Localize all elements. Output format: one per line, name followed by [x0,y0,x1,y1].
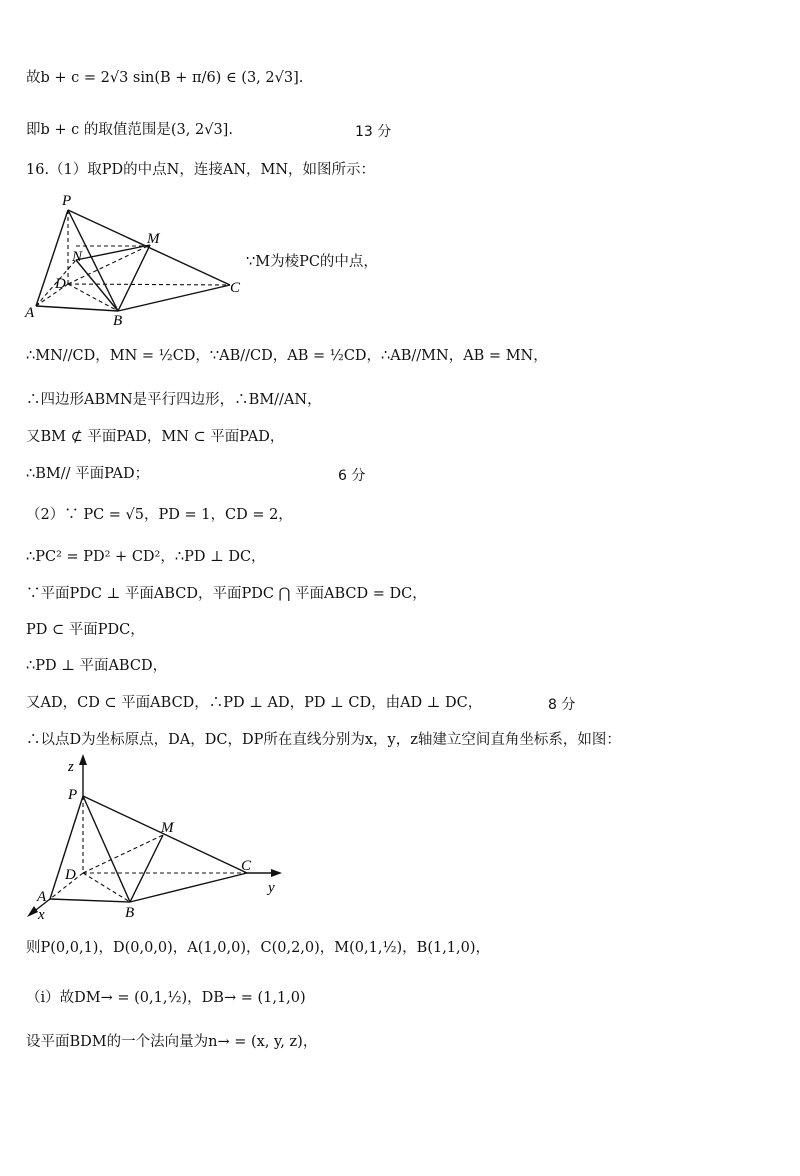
score-label: 6 分 [338,468,366,484]
text-line [26,68,303,88]
text-line [26,730,621,750]
text-line [26,547,266,567]
label-N: N [72,249,83,265]
line-13: ∴PD ⊥ 平面ABCD， [26,658,168,674]
text-line [26,988,306,1008]
text-line [26,938,490,958]
line-9: （2）∵ PC = √5，PD = 1，CD = 2， [26,507,293,523]
figure-1 [20,188,260,330]
text-line [26,1032,317,1052]
text-line [26,120,233,140]
label-B: B [125,905,135,921]
text-line [246,252,378,272]
axis-label-x: x [38,907,45,923]
line-10: ∴PC² = PD² + CD²，∴PD ⊥ DC， [26,549,266,565]
line-7: 又BM ⊄ 平面PAD，MN ⊂ 平面PAD， [26,429,285,445]
line-1: 故b + c = 2√3 sin(B + π/6) ∈ (3, 2√3]. [26,70,304,86]
label-M: M [147,231,160,247]
label-D: D [55,276,66,292]
text-line [26,346,548,366]
label-C: C [230,280,241,296]
line-5: ∴MN//CD，MN = ½CD，∵AB//CD，AB = ½CD，∴AB//MN，AB = MN， [26,348,548,364]
axis-label-z: z [68,759,74,775]
line-14: 又AD，CD ⊂ 平面ABCD，∴PD ⊥ AD，PD ⊥ CD，由AD ⊥ DC， [26,695,483,711]
line-3: 16.（1）取PD的中点N，连接AN，MN，如图所示： [26,162,376,178]
label-D: D [65,867,76,883]
axis-label-y: y [268,880,275,896]
line-16: 则P(0,0,1)，D(0,0,0)，A(1,0,0)，C(0,2,0)，M(0,1,½)，B(1,1,0)， [26,940,491,956]
line-2: 即b + c 的取值范围是(3, 2√3]. [26,122,233,138]
text-line [26,427,284,447]
line-4: ∵M为棱PC的中点， [246,254,378,270]
text-line [26,390,322,410]
label-P: P [62,193,72,209]
text-line [26,505,293,525]
text-line [26,693,482,713]
text-line [26,464,149,484]
line-8: ∴BM// 平面PAD； [26,466,150,482]
text-line [26,620,145,640]
score-label: 8 分 [548,697,576,713]
text-line [26,656,167,676]
line-11: ∵平面PDC ⊥ 平面ABCD，平面PDC ⋂ 平面ABCD = DC， [26,586,427,602]
text-line [26,584,427,604]
label-A: A [37,889,47,905]
label-M: M [161,820,174,836]
label-B: B [113,313,123,329]
label-C: C [241,858,252,874]
line-18: 设平面BDM的一个法向量为n→ = (x, y, z)， [26,1034,318,1050]
label-P: P [68,787,78,803]
line-6: ∴四边形ABMN是平行四边形，∴BM//AN， [26,392,322,408]
line-15: ∴以点D为坐标原点，DA，DC，DP所在直线分别为x，y，z轴建立空间直角坐标系，如图： [26,732,621,748]
figure-2 [20,752,300,928]
score-label: 13 分 [355,124,392,140]
line-17: （i）故DM→ = (0,1,½)，DB→ = (1,1,0) [26,990,306,1006]
text-line [26,160,375,180]
line-12: PD ⊂ 平面PDC， [26,622,145,638]
label-A: A [25,305,35,321]
